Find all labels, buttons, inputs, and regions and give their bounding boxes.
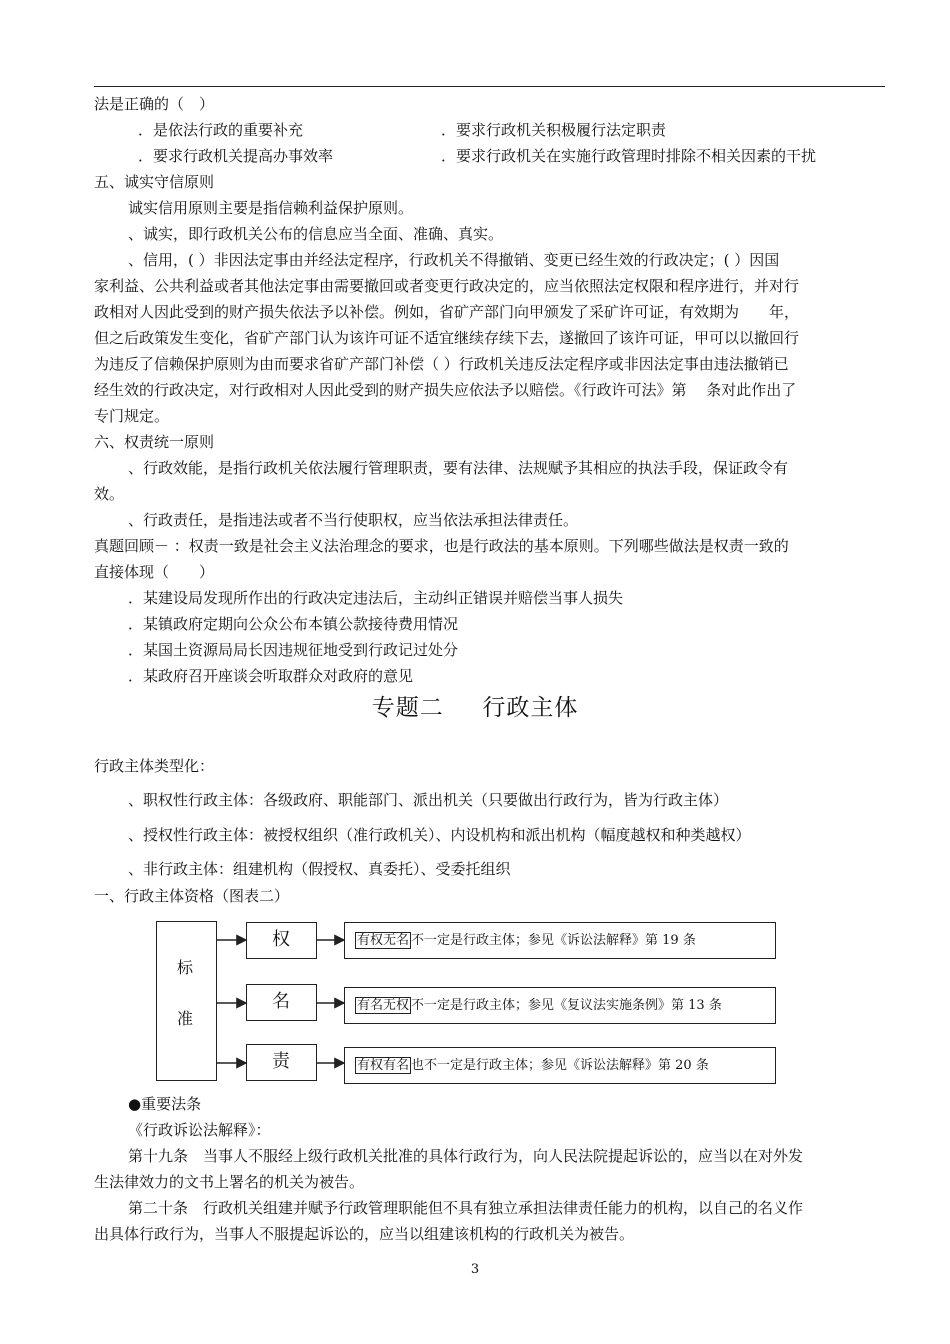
text-line: ●重要法条 [128,1095,202,1113]
option-c: ．某国土资源局局长因违规征地受到行政记过处分 [128,641,459,659]
title-part: 专题二 [371,695,444,721]
standard-label: 标 [177,958,194,977]
text-line: 、行政效能，是指行政机关依法履行管理职责，要有法律、法规赋予其相应的执法手段，保证政令有 [128,459,789,477]
text-line: 行政主体类型化： [94,757,215,775]
text-line: 第二十条 行政机关组建并赋予行政管理职能但不具有独立承担法律责任能力的机构，以自己的名义作 [128,1199,804,1217]
text-line: 家利益、公共利益或者其他法定事由需要撤回或者变更行政决定的，应当依照法定权限和程序进行，并对行 [94,277,800,295]
text-line: 诚实信用原则主要是指信赖利益保护原则。 [128,199,414,217]
option-d: ．某政府召开座谈会听取群众对政府的意见 [128,667,414,685]
text-line: 直接体现（ ） [94,563,215,581]
option-c: ．要求行政机关提高办事效率 [138,147,334,165]
text-line: 、职权性行政主体：各级政府、职能部门、派出机关（只要做出行政行为，皆为行政主体） [128,791,729,809]
criterion-label: 名 [272,991,290,1012]
option-d: ．要求行政机关在实施行政管理时排除不相关因素的干扰 [441,147,817,165]
text-line: 为违反了信赖保护原则为由而要求省矿产部门补偿（ ）行政机关违反法定程序或非因法定事由违法撤销已 [94,355,789,373]
text-line: 第十九条 当事人不服经上级行政机关批准的具体行政行为，向人民法院提起诉讼的，应当以在对外发 [128,1147,804,1165]
standard-label: 准 [177,1009,194,1028]
text-line: 出具体行政行为，当事人不服提起诉讼的，应当以组建该机构的行政机关为被告。 [94,1225,635,1243]
text-line: 真题回顾－ ：权责一致是社会主义法治理念的要求，也是行政法的基本原则。下列哪些做法是权责一致的 [94,537,789,555]
text-line: 、授权性行政主体：被授权组织（准行政机关）、内设机构和派出机构（幅度越权和种类越权） [128,826,751,844]
section-heading: 六、权责统一原则 [94,433,215,451]
text-line: 政相对人因此受到的财产损失依法予以补偿。例如，省矿产部门向甲颁发了采矿许可证，有效期为 年， [94,303,800,321]
option-a: ．是依法行政的重要补充 [138,121,304,139]
text-line: 《行政诉讼法解释》： [128,1121,271,1139]
text-line: 但之后政策发生变化，省矿产部门认为该许可证不适宜继续存续下去，遂撤回了该许可证，甲可以以撤回行 [94,329,800,347]
criterion-label: 责 [272,1051,290,1072]
text-line: 、诚实，即行政机关公布的信息应当全面、准确、真实。 [128,225,504,243]
section-heading: 一、行政主体资格（图表二） [94,887,290,905]
criterion-label: 权 [272,929,290,950]
result-desc: 也不一定是行政主体；参见《诉讼法解释》第 20 条 [411,1058,709,1073]
option-b: ．某镇政府定期向公众公布本镇公款接待费用情况 [128,615,459,633]
result-desc: 不一定是行政主体；参见《复议法实施条例》第 13 条 [411,998,722,1013]
page-number: 3 [470,1262,480,1277]
underlined-term: 有权无名 [357,933,410,948]
text-line: 生法律效力的文书上署名的机关为被告。 [94,1173,365,1191]
underlined-term: 有名无权 [357,998,410,1013]
text-line: 、非行政主体：组建机构（假授权、真委托）、受委托组织 [128,860,511,878]
text-line: 经生效的行政决定，对行政相对人因此受到的财产损失应依法予以赔偿。《行政许可法》第 条对此作出了 [94,381,797,399]
text-line: 法是正确的（ ） [94,95,215,113]
title-part: 行政主体 [482,695,579,721]
underlined-term: 有权有名 [357,1058,410,1073]
option-b: ．要求行政机关积极履行法定职责 [441,121,667,139]
text-line: 专门规定。 [94,407,170,425]
section-heading: 五、诚实守信原则 [94,173,215,191]
text-line: 、行政责任，是指违法或者不当行使职权，应当依法承担法律责任。 [128,511,579,529]
text-line: 、信用，( ）非因法定事由并经法定程序，行政机关不得撤销、变更已经生效的行政决定；( ）因国 [128,251,780,269]
option-a: ．某建设局发现所作出的行政决定违法后，主动纠正错误并赔偿当事人损失 [128,589,624,607]
text-line: 效。 [94,485,125,503]
result-desc: 不一定是行政主体；参见《诉讼法解释》第 19 条 [411,933,696,948]
